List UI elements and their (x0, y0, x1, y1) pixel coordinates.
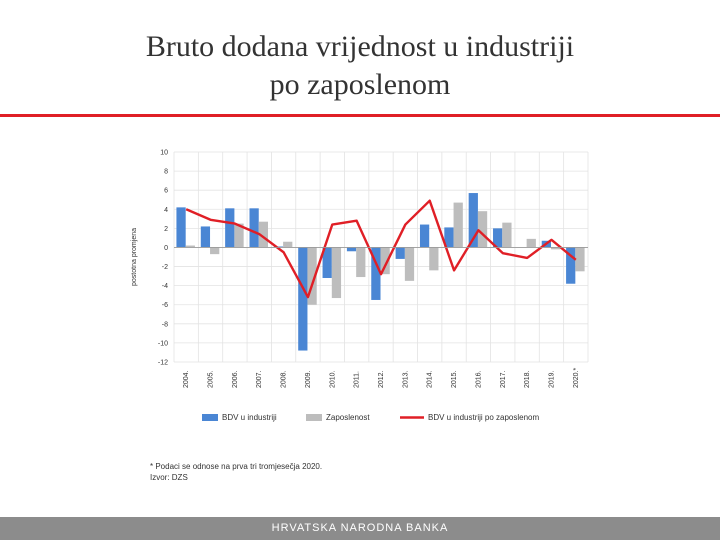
legend-label: Zaposlenost (326, 413, 370, 422)
bar-zaposlenost (454, 203, 463, 248)
legend-swatch (306, 414, 322, 421)
source-note: Izvor: DZS (150, 473, 188, 482)
title-divider (0, 114, 720, 117)
x-tick-label: 2015. (451, 370, 459, 388)
bar-zaposlenost (210, 247, 219, 254)
x-tick-label: 2011. (353, 371, 361, 388)
y-tick-label: 6 (164, 187, 168, 195)
y-tick-label: -2 (161, 264, 168, 272)
bar-bdv (347, 247, 356, 251)
x-tick-label: 2007. (256, 370, 264, 388)
bar-zaposlenost (502, 223, 511, 248)
legend-label: BDV u industriji (222, 413, 277, 422)
x-tick-label: 2019. (548, 370, 556, 388)
footnote: * Podaci se odnose na prva tri tromjesečja 2020. (150, 462, 323, 471)
title-line-1: Bruto dodana vrijednost u industriji (145, 30, 575, 63)
x-tick-label: 2005. (207, 370, 215, 388)
notes (150, 461, 322, 483)
bar-zaposlenost (356, 247, 365, 277)
legend-label: BDV u industriji po zaposlenom (428, 413, 540, 422)
x-tick-label: 2012. (378, 370, 385, 388)
y-tick-label: 10 (160, 149, 168, 157)
bar-zaposlenost (478, 211, 487, 247)
y-axis-label: postotna promjena (131, 228, 138, 286)
bar-zaposlenost (527, 239, 536, 248)
x-tick-label: 2014. (426, 370, 434, 388)
x-tick-label: 2009. (304, 370, 312, 388)
y-tick-label: 2 (164, 225, 168, 233)
bar-zaposlenost (405, 247, 414, 280)
bar-zaposlenost (429, 247, 438, 270)
x-tick-label: 2010. (329, 370, 337, 388)
x-tick-label: 2016. (475, 370, 483, 388)
bar-bdv (420, 225, 429, 248)
x-tick-label: 2004. (183, 370, 191, 388)
slide-title (0, 28, 720, 104)
y-tick-label: -6 (161, 302, 168, 310)
bar-bdv (298, 247, 307, 350)
y-tick-label: -8 (161, 321, 168, 329)
x-tick-label: 2006. (231, 370, 239, 388)
y-tick-label: 4 (164, 206, 168, 214)
x-tick-label: 2018. (524, 370, 532, 388)
y-tick-label: -10 (157, 340, 168, 348)
y-tick-label: 0 (164, 244, 168, 252)
x-tick-label: 2013. (402, 370, 410, 388)
bar-zaposlenost (575, 247, 584, 271)
footer-bar (0, 517, 720, 540)
y-tick-label: -4 (161, 283, 168, 291)
footer-brand: HRVATSKA NARODNA BANKA (271, 522, 449, 534)
x-tick-label: 2017. (499, 370, 507, 388)
x-tick-label: 2020.* (572, 367, 580, 388)
legend (202, 413, 540, 422)
bar-bdv (225, 208, 234, 247)
bar-bdv (396, 247, 405, 258)
y-tick-label: -12 (157, 359, 168, 367)
x-tick-label: 2008. (280, 370, 288, 388)
title-line-2: po zaposlenom (269, 68, 451, 101)
bar-line-chart (120, 140, 600, 440)
bar-zaposlenost (332, 247, 341, 298)
y-tick-label: 8 (164, 168, 168, 176)
bar-zaposlenost (283, 242, 292, 248)
bar-bdv (201, 226, 210, 247)
bar-bdv (249, 208, 258, 247)
bar-bdv (176, 207, 185, 247)
legend-swatch (202, 414, 218, 421)
